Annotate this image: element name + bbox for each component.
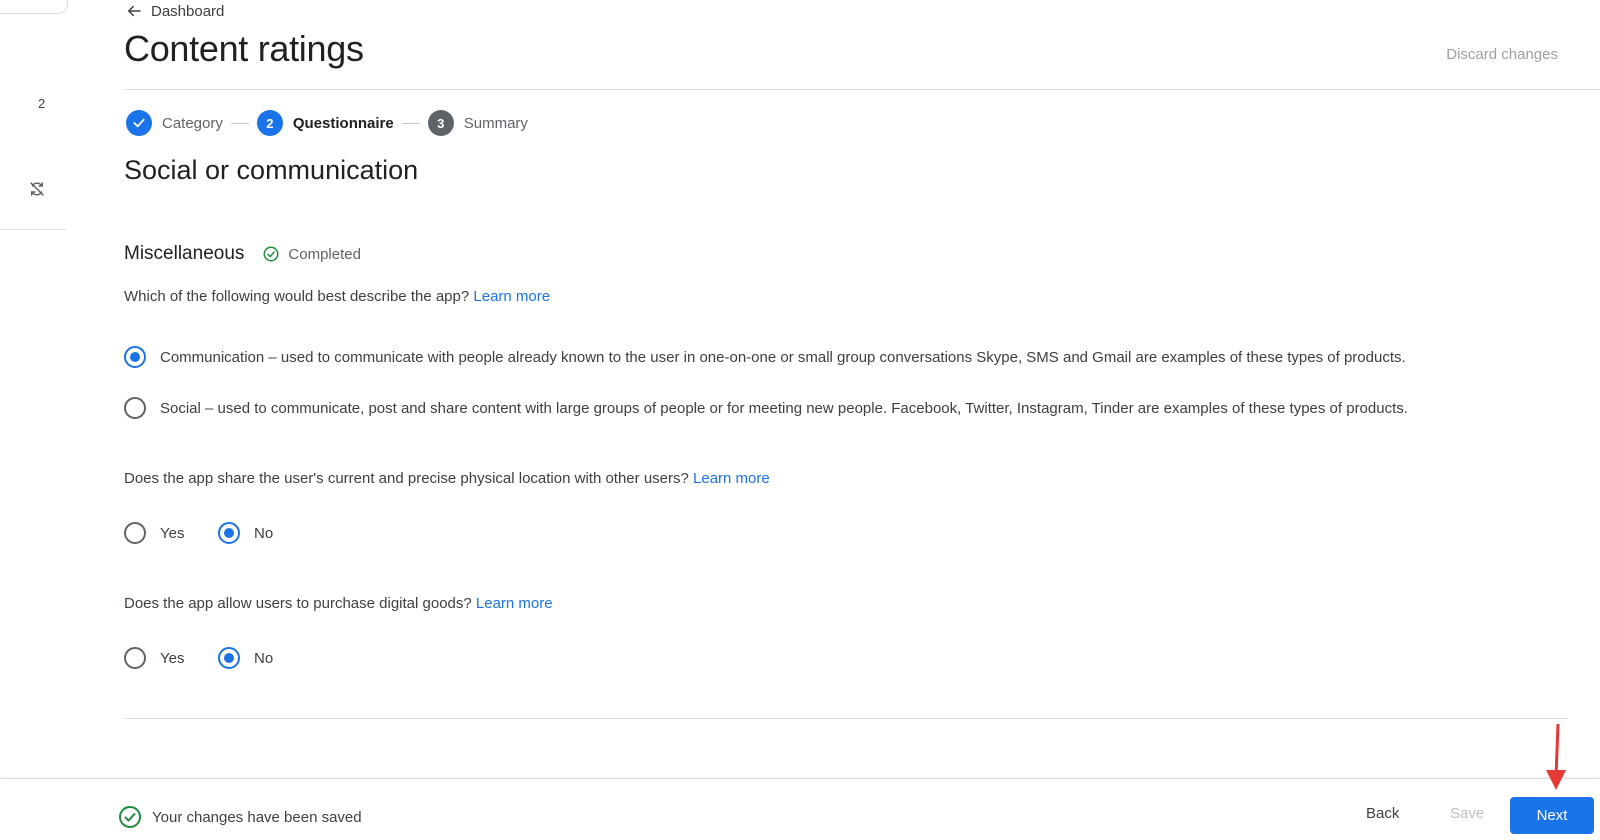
save-button[interactable]: Save	[1450, 805, 1485, 822]
check-circle-icon	[118, 805, 142, 829]
radio-button[interactable]	[124, 346, 146, 368]
learn-more-link[interactable]: Learn more	[475, 595, 553, 612]
step-label: Questionnaire	[292, 114, 394, 132]
status-label: Completed	[288, 245, 361, 263]
status-badge	[262, 245, 361, 263]
sync-disabled-icon[interactable]	[28, 180, 46, 198]
option-label: Yes	[160, 524, 185, 542]
check-icon	[126, 110, 152, 136]
step-category[interactable]	[126, 110, 223, 136]
step-separator	[402, 123, 420, 124]
question-text: Does the app share the user's current and precise physical location with other users?	[124, 470, 689, 487]
radio-button[interactable]	[218, 522, 240, 544]
step-label: Summary	[463, 114, 528, 132]
option-purchase-yes[interactable]	[124, 647, 184, 669]
radio-button[interactable]	[218, 647, 240, 669]
learn-more-link[interactable]: Learn more	[693, 470, 770, 487]
question-text: Which of the following would best describe the app?	[124, 288, 470, 305]
save-status	[118, 805, 362, 829]
section-title: Social or communication	[124, 155, 419, 185]
back-button[interactable]: Back	[1366, 805, 1400, 822]
question-location-sharing	[124, 470, 770, 487]
back-link-label: Dashboard	[151, 2, 225, 20]
check-circle-icon	[262, 245, 280, 263]
radio-button[interactable]	[124, 522, 146, 544]
radio-button[interactable]	[124, 647, 146, 669]
stepper	[126, 110, 528, 136]
learn-more-link[interactable]: Learn more	[473, 288, 551, 305]
step-questionnaire[interactable]	[257, 110, 394, 136]
step-label: Category	[162, 114, 223, 132]
save-status-text: Your changes have been saved	[152, 808, 362, 826]
radio-button[interactable]	[124, 397, 146, 419]
question-app-description	[124, 288, 550, 305]
rail-divider	[0, 229, 66, 230]
page-title: Content ratings	[124, 28, 364, 69]
question-digital-purchases	[124, 595, 553, 612]
option-label: No	[254, 524, 274, 542]
rail-top-box	[0, 0, 68, 14]
content-divider	[124, 718, 1568, 719]
rail-count: 2	[38, 96, 46, 111]
option-label: Yes	[160, 649, 185, 667]
option-communication[interactable]	[124, 346, 1406, 368]
step-summary[interactable]	[428, 110, 528, 136]
question-text: Does the app allow users to purchase digital goods?	[124, 595, 472, 612]
subsection-title: Miscellaneous	[124, 243, 245, 264]
back-to-dashboard-link[interactable]	[125, 2, 224, 20]
option-purchase-no[interactable]	[218, 647, 273, 669]
option-location-yes[interactable]	[124, 522, 184, 544]
discard-changes-button[interactable]: Discard changes	[1446, 46, 1558, 63]
option-label: Social – used to communicate, post and share content with large groups of people or for meeting new people. Facebook, Twitter, Instagram, Tinder are examples of these types of products.	[160, 399, 1408, 417]
arrow-back-icon	[125, 2, 143, 20]
option-label: No	[254, 649, 274, 667]
step-separator	[231, 123, 249, 124]
next-button[interactable]: Next	[1510, 797, 1594, 834]
option-label: Communication – used to communicate with people already known to the user in one-on-one or small group conversations Skype, SMS and Gmail are examples of these types of products.	[160, 348, 1406, 366]
header-divider	[124, 89, 1600, 90]
option-social[interactable]	[124, 397, 1408, 419]
footer-bar	[0, 778, 1600, 840]
subsection-header	[124, 243, 361, 265]
option-location-no[interactable]	[218, 522, 273, 544]
annotation-arrow-icon	[1540, 722, 1570, 792]
step-number: 2	[257, 110, 283, 136]
step-number: 3	[428, 110, 454, 136]
